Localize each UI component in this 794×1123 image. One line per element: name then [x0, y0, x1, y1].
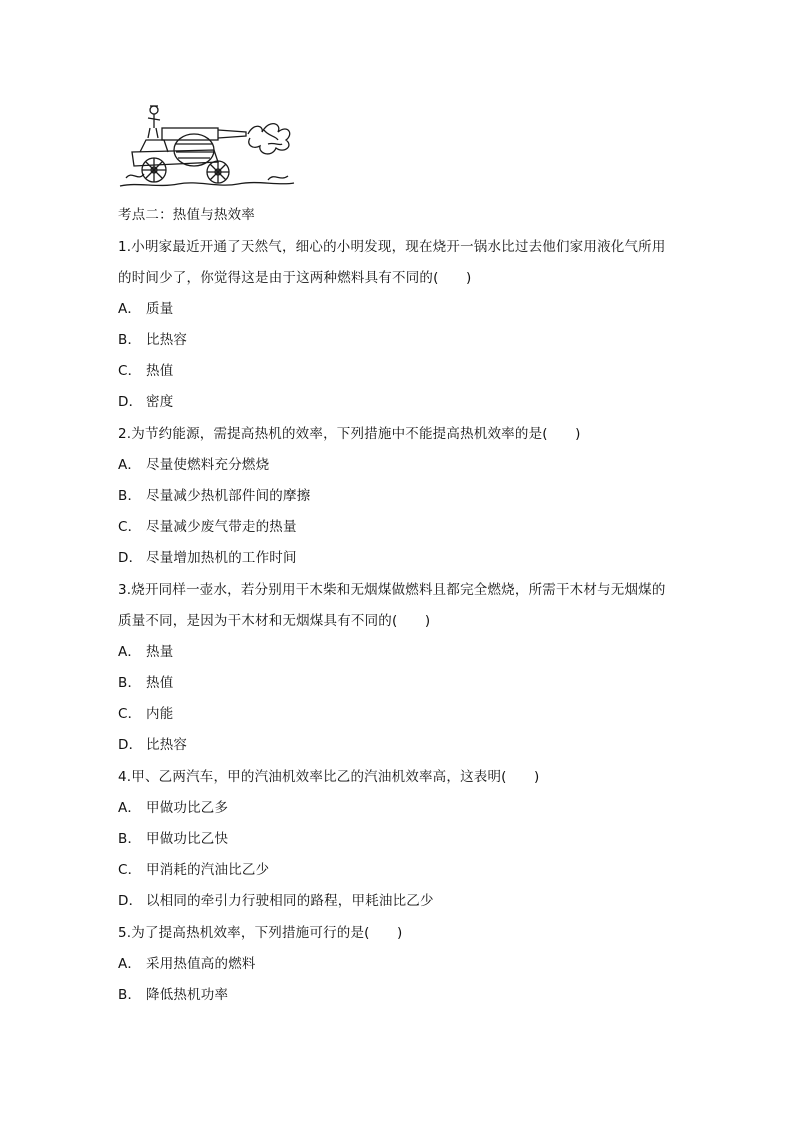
question-1-option-c: [118, 362, 173, 380]
option-label: B．: [118, 987, 142, 1003]
option-label: D．: [118, 550, 143, 566]
option-label: A．: [118, 457, 142, 473]
question-3-stem-line-1: 3.烧开同样一壶水，若分别用干木柴和无烟煤做燃料且都完全燃烧，所需干木材与无烟煤的: [118, 582, 666, 598]
question-3-option-a: [118, 643, 173, 661]
option-label: B．: [118, 675, 142, 691]
option-label: C．: [118, 363, 142, 379]
question-2-stem-line-1: 2.为节约能源，需提高热机的效率，下列措施中不能提高热机效率的是( ): [118, 426, 581, 442]
option-label: C．: [118, 519, 142, 535]
option-text: 尽量减少热机部件间的摩擦: [146, 488, 311, 504]
question-3-stem-line-2: 质量不同，是因为干木材和无烟煤具有不同的( ): [118, 613, 431, 629]
option-text: 质量: [146, 301, 174, 317]
section-title: 考点二：热值与热效率: [118, 207, 255, 223]
question-3-option-d: [118, 736, 187, 754]
steam-carriage-illustration: [118, 100, 296, 192]
option-label: C．: [118, 706, 142, 722]
option-text: 以相同的牵引力行驶相同的路程，甲耗油比乙少: [146, 893, 434, 909]
option-text: 比热容: [146, 332, 188, 348]
question-2-option-a: [118, 456, 269, 474]
option-text: 热值: [146, 675, 174, 691]
question-1-option-a: [118, 300, 173, 318]
question-4-option-d: [118, 892, 434, 910]
option-text: 尽量增加热机的工作时间: [146, 550, 297, 566]
option-label: A．: [118, 301, 142, 317]
question-3-option-b: [118, 674, 173, 692]
option-label: A．: [118, 956, 142, 972]
question-4-option-a: [118, 799, 228, 817]
option-label: A．: [118, 800, 142, 816]
question-5-option-a: [118, 955, 256, 973]
option-label: B．: [118, 488, 142, 504]
question-3-option-c: [118, 705, 173, 723]
question-5-option-b: [118, 986, 228, 1004]
question-4-option-c: [118, 861, 269, 879]
question-2-option-b: [118, 487, 310, 505]
question-4-stem-line-1: 4.甲、乙两汽车，甲的汽油机效率比乙的汽油机效率高，这表明( ): [118, 769, 540, 785]
question-4-option-b: [118, 830, 228, 848]
option-text: 热量: [146, 644, 174, 660]
option-text: 尽量减少废气带走的热量: [146, 519, 297, 535]
option-label: C．: [118, 862, 142, 878]
option-label: A．: [118, 644, 142, 660]
question-2-option-d: [118, 549, 297, 567]
option-text: 比热容: [146, 737, 188, 753]
option-label: B．: [118, 831, 142, 847]
option-label: D．: [118, 893, 143, 909]
option-text: 甲做功比乙多: [146, 800, 229, 816]
question-5-stem-line-1: 5.为了提高热机效率，下列措施可行的是( ): [118, 925, 403, 941]
option-label: D．: [118, 737, 143, 753]
option-label: B．: [118, 332, 142, 348]
option-text: 降低热机功率: [146, 987, 229, 1003]
option-label: D．: [118, 394, 143, 410]
question-1-option-d: [118, 393, 173, 411]
option-text: 密度: [146, 394, 174, 410]
question-1-stem-line-1: 1.小明家最近开通了天然气，细心的小明发现，现在烧开一锅水比过去他们家用液化气所用: [118, 239, 666, 255]
question-1-stem-line-2: 的时间少了，你觉得这是由于这两种燃料具有不同的( ): [118, 270, 472, 286]
option-text: 内能: [146, 706, 174, 722]
option-text: 热值: [146, 363, 174, 379]
question-1-option-b: [118, 331, 187, 349]
option-text: 采用热值高的燃料: [146, 956, 256, 972]
option-text: 甲消耗的汽油比乙少: [146, 862, 270, 878]
option-text: 甲做功比乙快: [146, 831, 229, 847]
option-text: 尽量使燃料充分燃烧: [146, 457, 270, 473]
question-2-option-c: [118, 518, 297, 536]
